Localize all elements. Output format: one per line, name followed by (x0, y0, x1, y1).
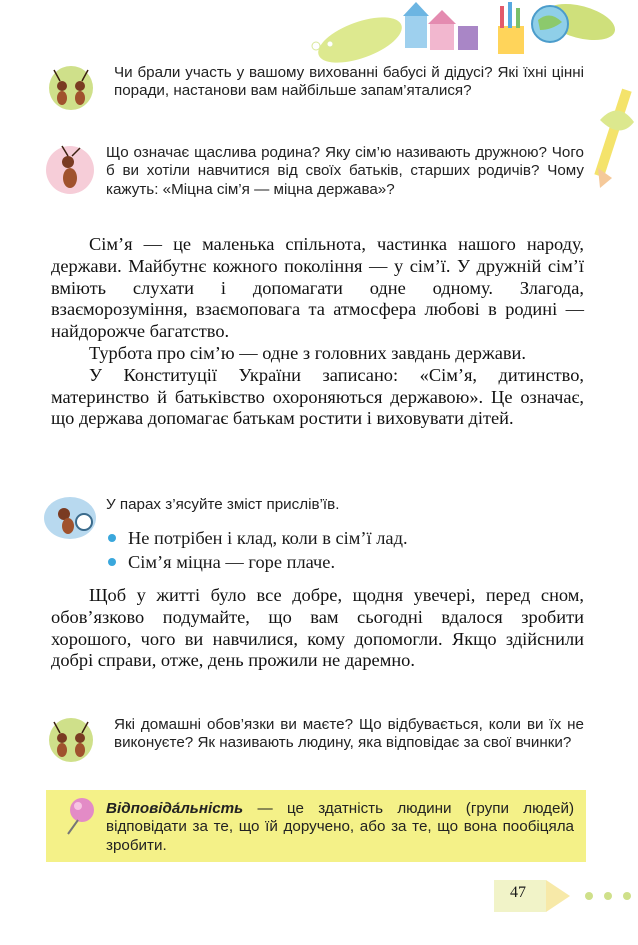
pairs-task: У парах з’ясуйте зміст прислів’їв. (106, 496, 340, 513)
paragraph-1: Сім’я — це маленька спільнота, частинка нашого народу, держави. Майбутнє кожного покоління — у сім’ї. У дружній сім’ї вміють слухати і допомагати одне одному. Злагода, взаєморозуміння, взаємоповага та атмосфера любові в родині — найдорожче багатство. (51, 234, 584, 342)
house-icon (430, 22, 454, 50)
ant-question-icon (40, 62, 102, 112)
paragraph-2: Турбота про сім’ю — одне з головних завдань держави. (89, 342, 526, 363)
main-text-block (51, 234, 584, 430)
house-icon (458, 26, 478, 50)
question-1: Чи брали участь у вашому вихованні бабусі й дідусі? Які їхні цінні поради, настанови вам найбільше запам’яталися? (114, 64, 584, 100)
proverb-list (108, 526, 584, 574)
definition-term: Відповіда́льність (106, 800, 244, 817)
proverb-2: Сім’я міцна — горе плаче. (128, 552, 336, 572)
ant-question-icon (40, 714, 102, 764)
leaf-decoration (312, 8, 407, 72)
paragraph-4: Щоб у житті було все добре, щодня увечері, перед сном, обов’язково подумайте, що вам сьогодні вдалося зробити хорошого, чого ви навчилися, кому допомогли. Якщо здійснили добрі справи, отже, день прожили не даремно. (51, 585, 584, 671)
bubble-decoration (312, 42, 320, 50)
page-number: 47 (510, 884, 526, 901)
pencil-icon (594, 89, 631, 178)
proverb-1: Не потрібен і клад, коли в сім’ї лад. (128, 528, 408, 548)
question-2: Що означає щаслива родина? Яку сім’ю називають дружною? Чого б ви хотіли навчитися від своїх батьків, старших родичів? Чому кажуть: «Міцна сім’я — міцна держава»? (106, 144, 584, 198)
pushpin-icon (58, 794, 102, 838)
bullet-icon (108, 534, 116, 542)
definition-body: — це здатність людини (групи людей) відповідати за те, що їй доручено, або за те, що вона пообіцяла зробити. (106, 800, 574, 854)
paragraph-3: У Конституції України записано: «Сім’я, дитинство, материнство й батьківство охороняються державою». Це означає, що держава допомагає батькам ростити і виховувати дітей. (51, 364, 584, 429)
ant-magnifier-icon (40, 494, 100, 542)
main-text-block-2 (51, 585, 584, 672)
question-3: Які домашні обов’язки ви маєте? Що відбувається, коли ви їх не виконуєте? Як називають людину, яка відповідає за свої вчинки? (114, 716, 584, 752)
list-item (108, 550, 584, 574)
definition-text (106, 800, 574, 855)
list-item (108, 526, 584, 550)
pencil-cup-icon (498, 26, 524, 54)
bullet-icon (108, 558, 116, 566)
ant-thinking-icon (38, 142, 102, 198)
house-icon (405, 14, 427, 48)
